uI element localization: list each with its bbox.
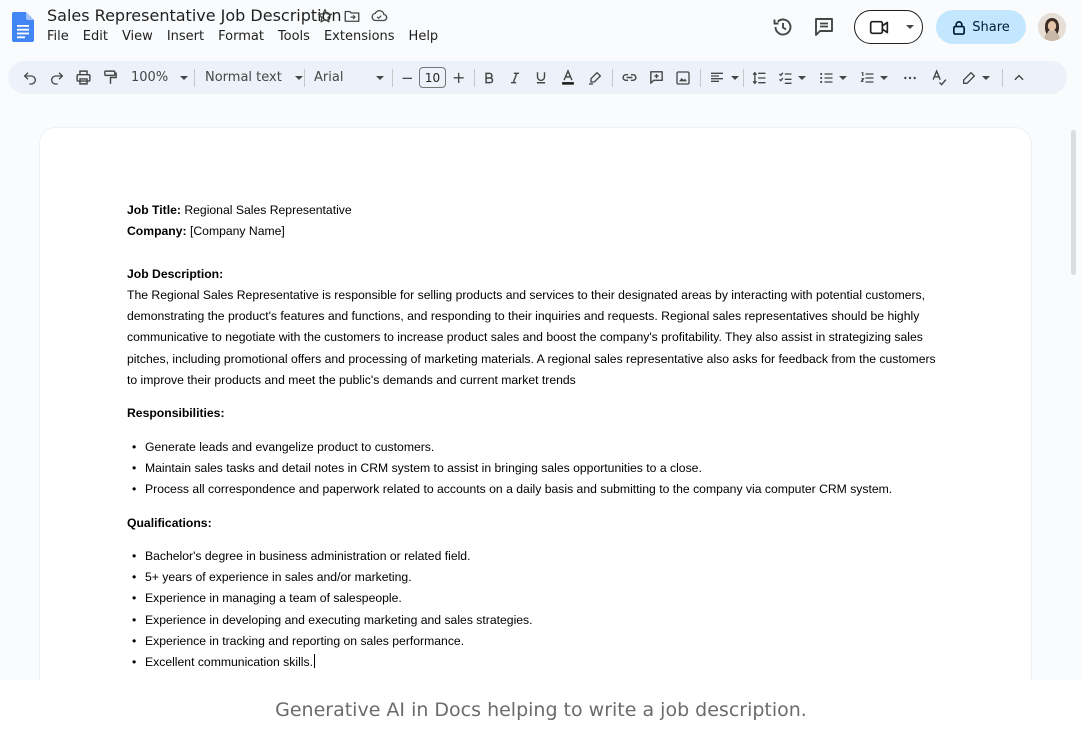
list-item: • 5+ years of experience in sales and/or marketing.	[127, 567, 947, 588]
increase-font-size-button[interactable]: +	[452, 68, 466, 87]
image-caption: Generative AI in Docs helping to write a job description.	[0, 680, 1082, 735]
avatar[interactable]	[1038, 13, 1066, 41]
redo-icon[interactable]	[49, 61, 65, 94]
toolbar-divider	[1002, 69, 1003, 87]
insert-image-icon[interactable]	[675, 61, 691, 94]
menu-bar	[47, 29, 452, 44]
last-qualification-text: Excellent communication skills.	[145, 655, 313, 670]
toolbar-divider	[392, 69, 393, 87]
list-item: • Experience in developing and executing marketing and sales strategies.	[127, 610, 947, 631]
job-title-line	[127, 200, 947, 221]
toolbar-divider	[304, 69, 305, 87]
list-item: • Generate leads and evangelize product to customers.	[127, 437, 947, 458]
underline-icon[interactable]	[534, 61, 548, 94]
paint-format-icon[interactable]	[102, 61, 119, 94]
menu-insert[interactable]: Insert	[166, 29, 205, 44]
menu-view[interactable]: View	[121, 29, 153, 44]
description-text: The Regional Sales Representative is responsible for selling products and services to their designated areas by interacting with potential customers, demonstrating the product's features and functions, and responding to their inquiries and requests. Regional sales representatives should be highly communicative to negotiate with the customers to increase product sales and boost the company's profitability. They also assist in strategizing sales pitches, including promotional offers and processing of marketing materials. A regional sales representative also asks for feedback from the customers to improve their products and meet the public's demands and current market trends	[127, 287, 936, 388]
highlight-color-icon[interactable]	[587, 61, 603, 94]
align-left-icon[interactable]	[709, 61, 739, 94]
qualifications-list	[127, 546, 947, 674]
star-icon[interactable]	[316, 7, 334, 25]
font-value: Arial	[314, 70, 344, 85]
move-folder-icon[interactable]	[343, 7, 361, 25]
cloud-saved-icon[interactable]	[370, 7, 388, 25]
list-item	[127, 652, 947, 673]
vertical-scrollbar[interactable]	[1071, 130, 1076, 275]
print-icon[interactable]	[75, 61, 92, 94]
chevron-down-icon	[731, 76, 739, 80]
toolbar-divider	[743, 69, 744, 87]
menu-tools[interactable]: Tools	[277, 29, 310, 44]
paragraph-style-value: Normal text	[205, 70, 282, 85]
decrease-font-size-button[interactable]: −	[401, 68, 414, 87]
list-item: • Experience in tracking and reporting on sales performance.	[127, 631, 947, 652]
bold-icon[interactable]	[482, 61, 496, 94]
text-cursor	[314, 654, 315, 668]
zoom-select[interactable]	[131, 61, 188, 94]
menu-file[interactable]: File	[47, 29, 69, 44]
paragraph-style-select[interactable]	[205, 61, 303, 94]
chevron-down-icon	[839, 76, 847, 80]
company-value: [Company Name]	[186, 224, 285, 239]
list-item: • Process all correspondence and paperwork related to accounts on a daily basis and submitting to the company via computer CRM system.	[127, 479, 947, 500]
job-title-label: Job Title:	[127, 203, 181, 217]
chevron-down-icon	[180, 76, 188, 80]
text-color-icon[interactable]	[560, 61, 576, 94]
comments-icon[interactable]	[812, 15, 836, 39]
version-history-icon[interactable]	[771, 15, 795, 39]
checklist-icon[interactable]	[777, 61, 806, 94]
company-line	[127, 221, 947, 242]
description-heading: Job Description:	[127, 266, 224, 281]
toolbar-divider	[194, 69, 195, 87]
toolbar-divider	[700, 69, 701, 87]
document-body[interactable]	[127, 200, 947, 674]
font-size-input[interactable]: 10	[419, 67, 446, 88]
italic-icon[interactable]	[508, 61, 522, 94]
bulleted-list-icon[interactable]	[818, 61, 847, 94]
meet-button[interactable]	[854, 10, 923, 44]
chevron-down-icon	[982, 76, 990, 80]
chevron-down-icon	[295, 76, 303, 80]
job-title-value: Regional Sales Representative	[180, 203, 352, 217]
document-title[interactable]: Sales Representative Job Description	[47, 6, 342, 25]
spelling-check-icon[interactable]	[931, 61, 948, 94]
list-item: • Maintain sales tasks and detail notes in CRM system to assist in bringing sales opportunities to a close.	[127, 458, 947, 479]
document-page[interactable]	[40, 128, 1031, 680]
share-button[interactable]	[936, 10, 1026, 44]
chevron-down-icon	[376, 76, 384, 80]
list-item: • Experience in managing a team of salespeople.	[127, 588, 947, 609]
list-item: • Bachelor's degree in business administration or related field.	[127, 546, 947, 567]
docs-logo-icon[interactable]	[12, 12, 34, 42]
more-options-icon[interactable]	[902, 61, 918, 94]
chevron-down-icon	[906, 25, 914, 29]
add-comment-icon[interactable]	[648, 61, 665, 94]
responsibilities-list	[127, 437, 947, 501]
chevron-down-icon	[798, 76, 806, 80]
chevron-down-icon	[880, 76, 888, 80]
insert-link-icon[interactable]	[621, 61, 638, 94]
share-label: Share	[972, 19, 1010, 35]
numbered-list-icon[interactable]	[859, 61, 888, 94]
collapse-toolbar-icon[interactable]	[1012, 61, 1026, 94]
zoom-value: 100%	[131, 70, 169, 85]
undo-icon[interactable]	[22, 61, 38, 94]
menu-format[interactable]: Format	[218, 29, 264, 44]
toolbar-divider	[474, 69, 475, 87]
user-avatar-icon	[1038, 13, 1066, 41]
company-label: Company:	[127, 224, 187, 239]
font-select[interactable]	[314, 61, 384, 94]
video-camera-icon	[869, 19, 889, 36]
editing-mode-icon[interactable]	[961, 61, 990, 94]
menu-extensions[interactable]: Extensions	[323, 29, 395, 44]
responsibilities-heading: Responsibilities:	[127, 406, 225, 421]
qualifications-heading: Qualifications:	[127, 515, 212, 530]
menu-edit[interactable]: Edit	[82, 29, 108, 44]
menu-help[interactable]: Help	[408, 29, 439, 44]
lock-icon	[952, 20, 966, 35]
formatting-toolbar	[8, 61, 1067, 94]
line-spacing-icon[interactable]	[751, 61, 768, 94]
toolbar-divider	[612, 69, 613, 87]
